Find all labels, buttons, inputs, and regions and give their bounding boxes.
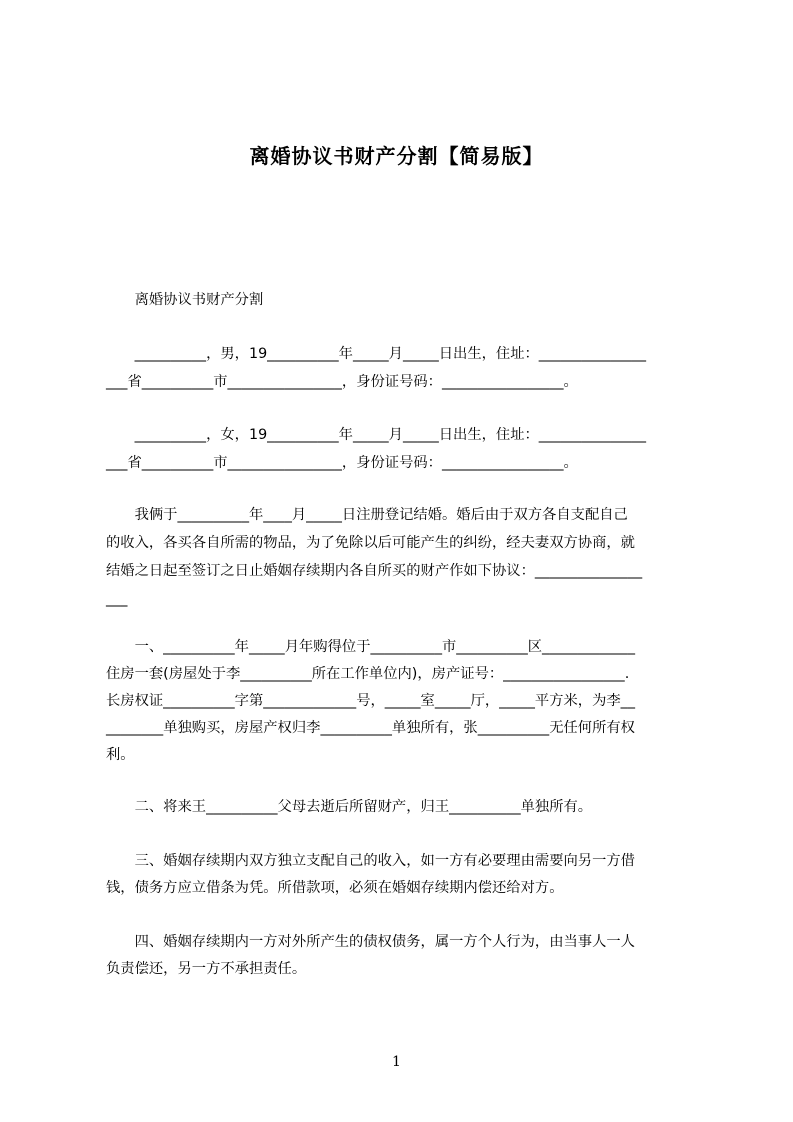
text-line: 负责偿还，另一方不承担责任。	[106, 961, 307, 977]
text-line: 三、婚姻存续期内双方独立支配自己的收入，如一方有必要理由需要向另一方借	[106, 853, 635, 869]
text-line: 结婚之日起至签订之日止婚姻存续期内各自所买的财产作如下协议：_______________	[106, 563, 643, 579]
document-title: 离婚协议书财产分割【简易版】	[249, 144, 544, 168]
text-line: 一、__________年_____月年购得位于__________市__________区_____________	[106, 639, 635, 655]
text-line: 我俩于__________年____月_____日注册登记结婚。婚后由于双方各自支配自己	[106, 507, 628, 523]
text-line: ___省__________市________________，身份证号码：_________________。	[106, 374, 578, 390]
text-line: 的收入，各买各自所需的物品，为了免除以后可能产生的纠纷，经夫妻双方协商，就	[106, 535, 635, 551]
text-line: 长房权证__________字第_____________号，_____室_____厅，_____平方米，为李__	[106, 693, 635, 709]
text-line: ________单独购买，房屋产权归李__________单独所有，张__________无任何所有权	[106, 720, 635, 736]
text-line: __________，女，19__________年_____月_____日出生，住址：_______________	[106, 427, 647, 443]
text-line: 利。	[106, 747, 135, 763]
page-number: 1	[392, 1054, 401, 1070]
text-line: 住房一套(房屋处于李__________所在工作单位内)，房产证号：_________________.	[106, 666, 630, 682]
text-line: 离婚协议书财产分割	[106, 292, 264, 308]
text-line: 钱，债务方应立借条为凭。所借款项，必须在婚姻存续期内偿还给对方。	[106, 880, 564, 896]
text-line: ___省__________市________________，身份证号码：_________________。	[106, 455, 578, 471]
text-line: ___	[106, 591, 128, 607]
text-line: __________，男，19__________年_____月_____日出生，住址：_______________	[106, 346, 647, 362]
text-line: 四、婚姻存续期内一方对外所产生的债权债务，属一方个人行为，由当事人一人	[106, 934, 635, 950]
text-line: 二、将来王__________父母去逝后所留财产，归王__________单独所有。	[106, 799, 593, 815]
